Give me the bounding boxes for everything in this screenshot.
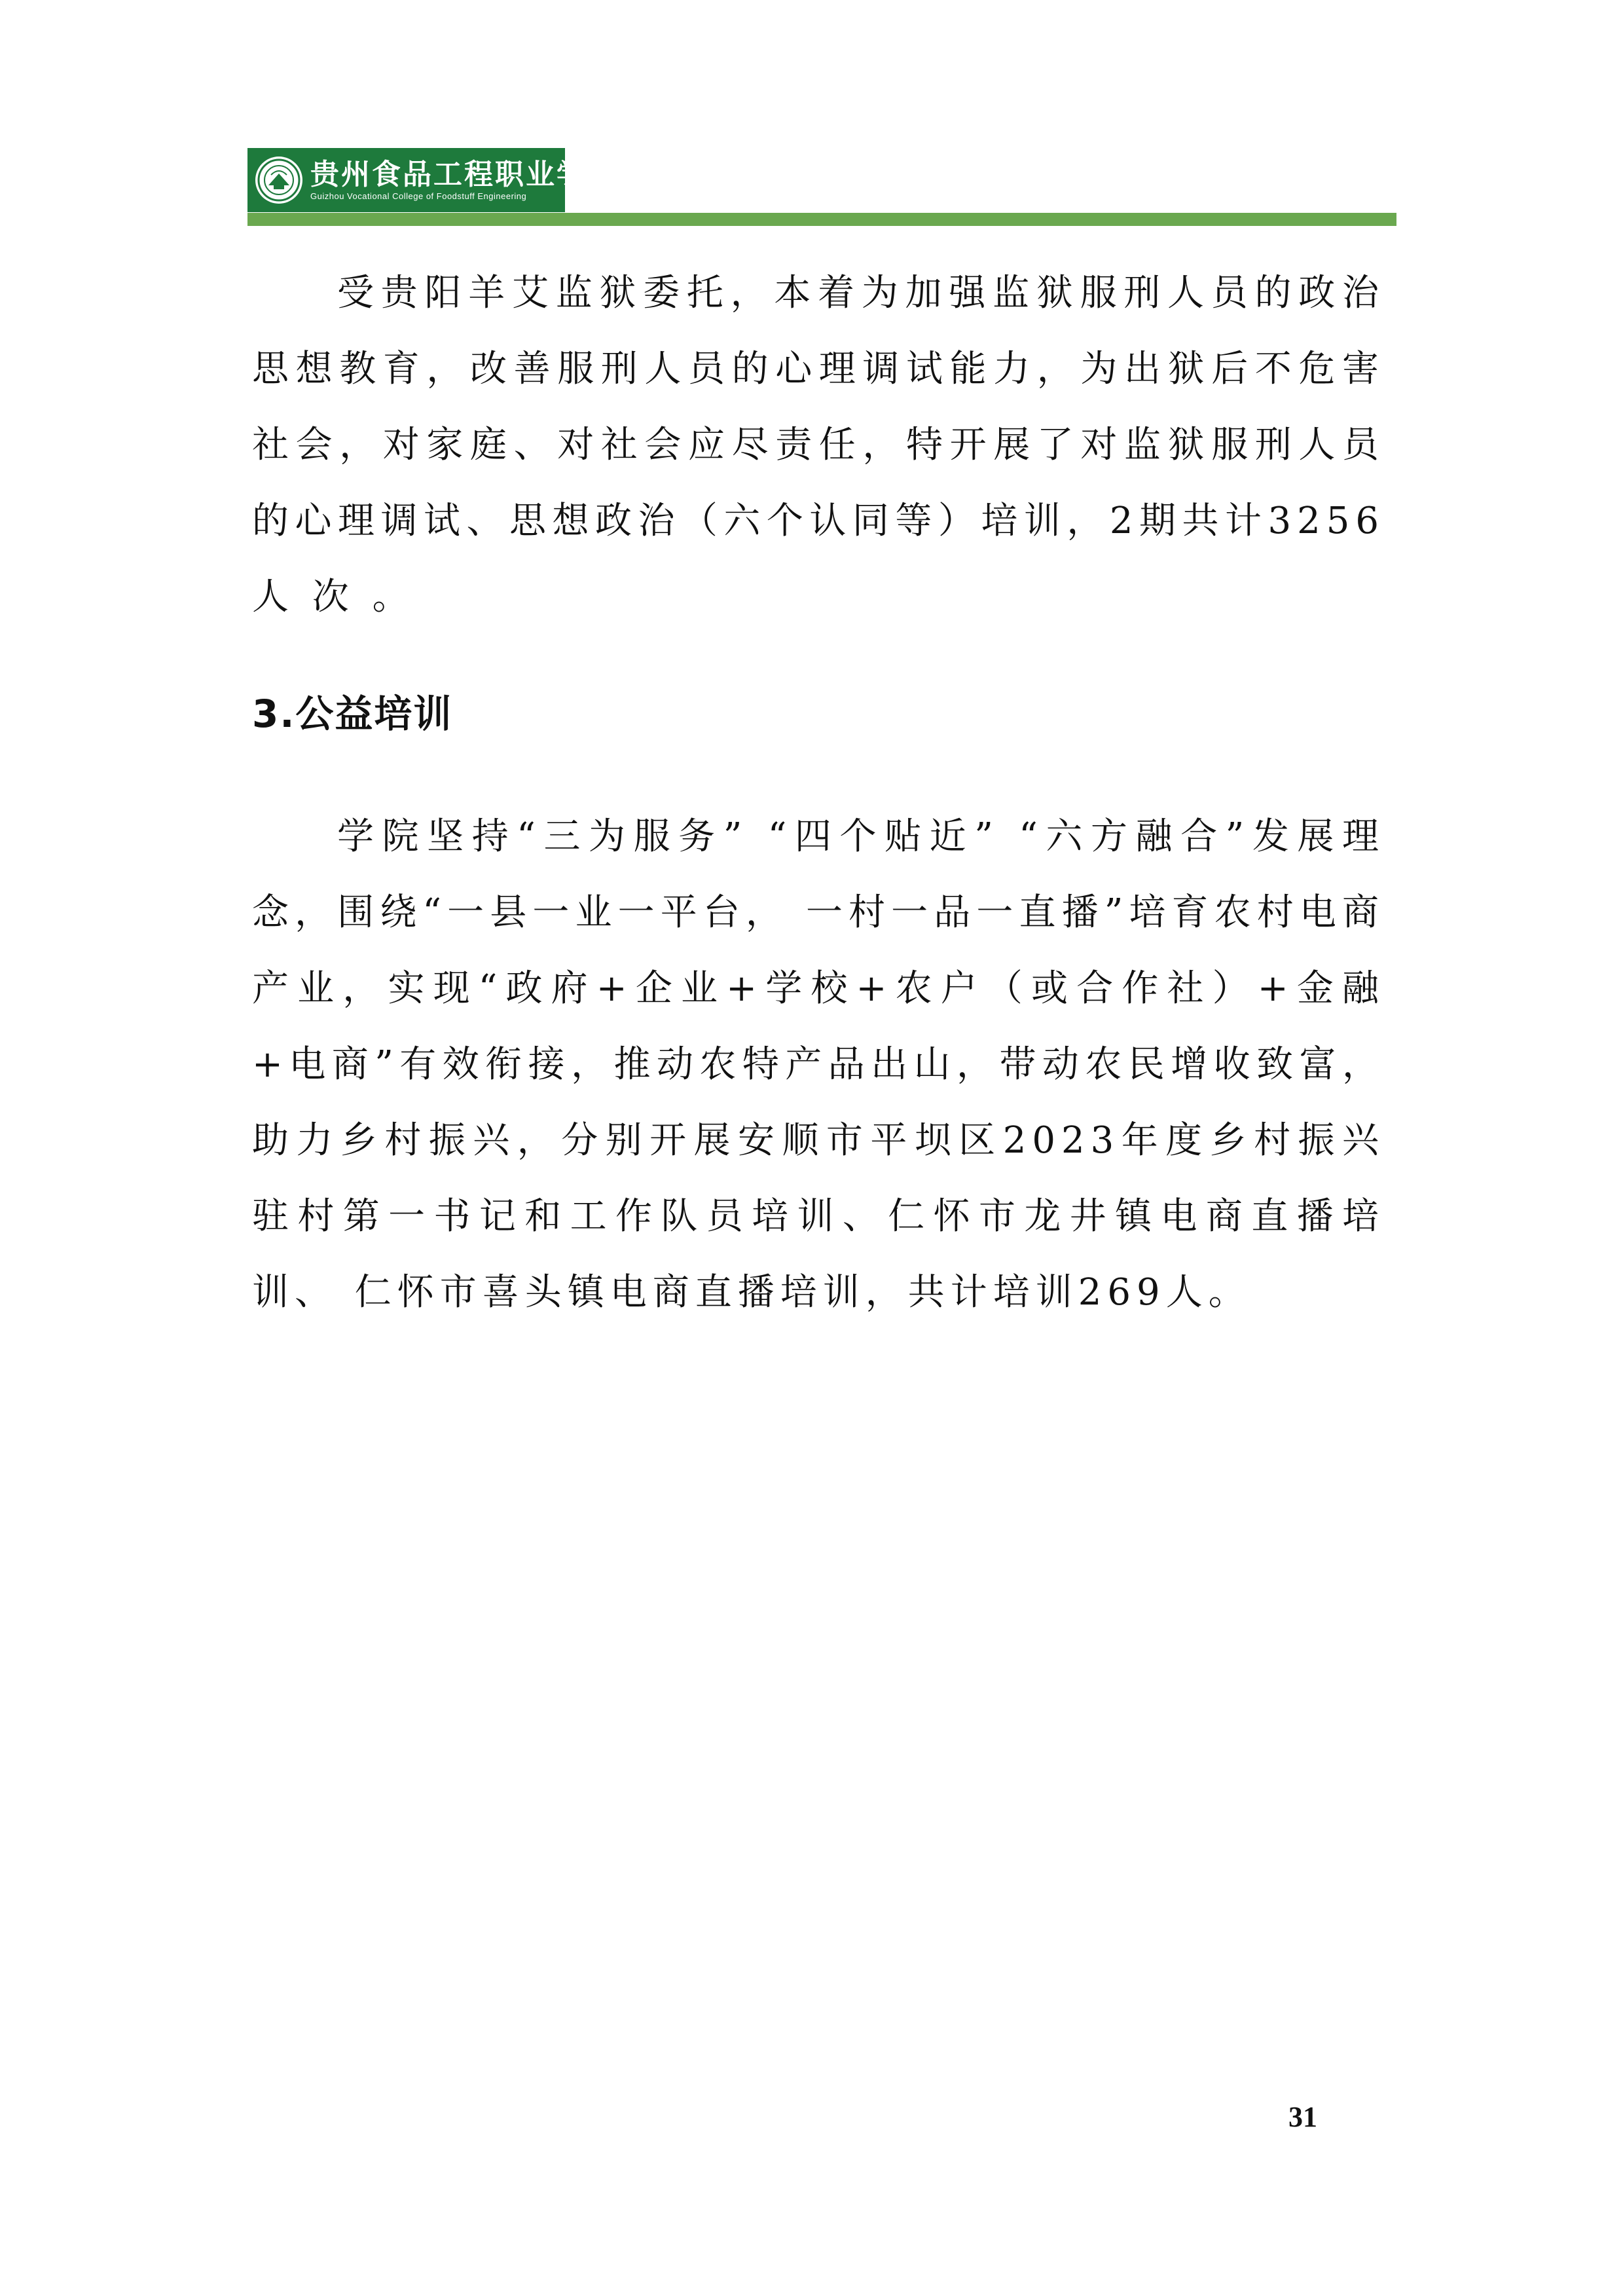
college-logo — [247, 148, 618, 212]
paragraph-public-welfare-training: 学院坚持“三为服务” “四个贴近” “六方融合”发展理念，围绕“一县一业一平台， 一村一品一直播”培育农村电商产业，实现“政府+企业+学校+农户（或合作社）+金融+电商”有效衔接，推动农特产品出山，带动农民增收致富， 助力乡村振兴，分别开展安顺市平坝区2023年度乡村振兴 驻村第一书记和工作队员培训、仁怀市龙井镇电商直播培训、 仁怀市喜头镇电商直播培训，共计培训269人。 — [252, 815, 1385, 1314]
paragraph-prison-training: 受贵阳羊艾监狱委托，本着为加强监狱服刑人员的政治 思想教育，改善服刑人员的心理调试能力，为出狱后不危害 社会，对家庭、对社会应尽责任，特开展了对监狱服刑人员 的心理调试、思想政治（六个认同等）培训，2期共计3256 人 次 。 — [252, 272, 1385, 618]
page-number: 31 — [1288, 2101, 1317, 2133]
section-heading-public-welfare-training: 3.公益培训 — [252, 692, 453, 736]
page-header — [247, 148, 1396, 227]
college-name-english: Guizhou Vocational College of Foodstuff Engineering — [310, 191, 527, 201]
header-divider — [247, 213, 1396, 226]
college-emblem-icon — [254, 155, 304, 205]
college-name-chinese: 贵州食品工程职业学院 — [310, 158, 618, 191]
